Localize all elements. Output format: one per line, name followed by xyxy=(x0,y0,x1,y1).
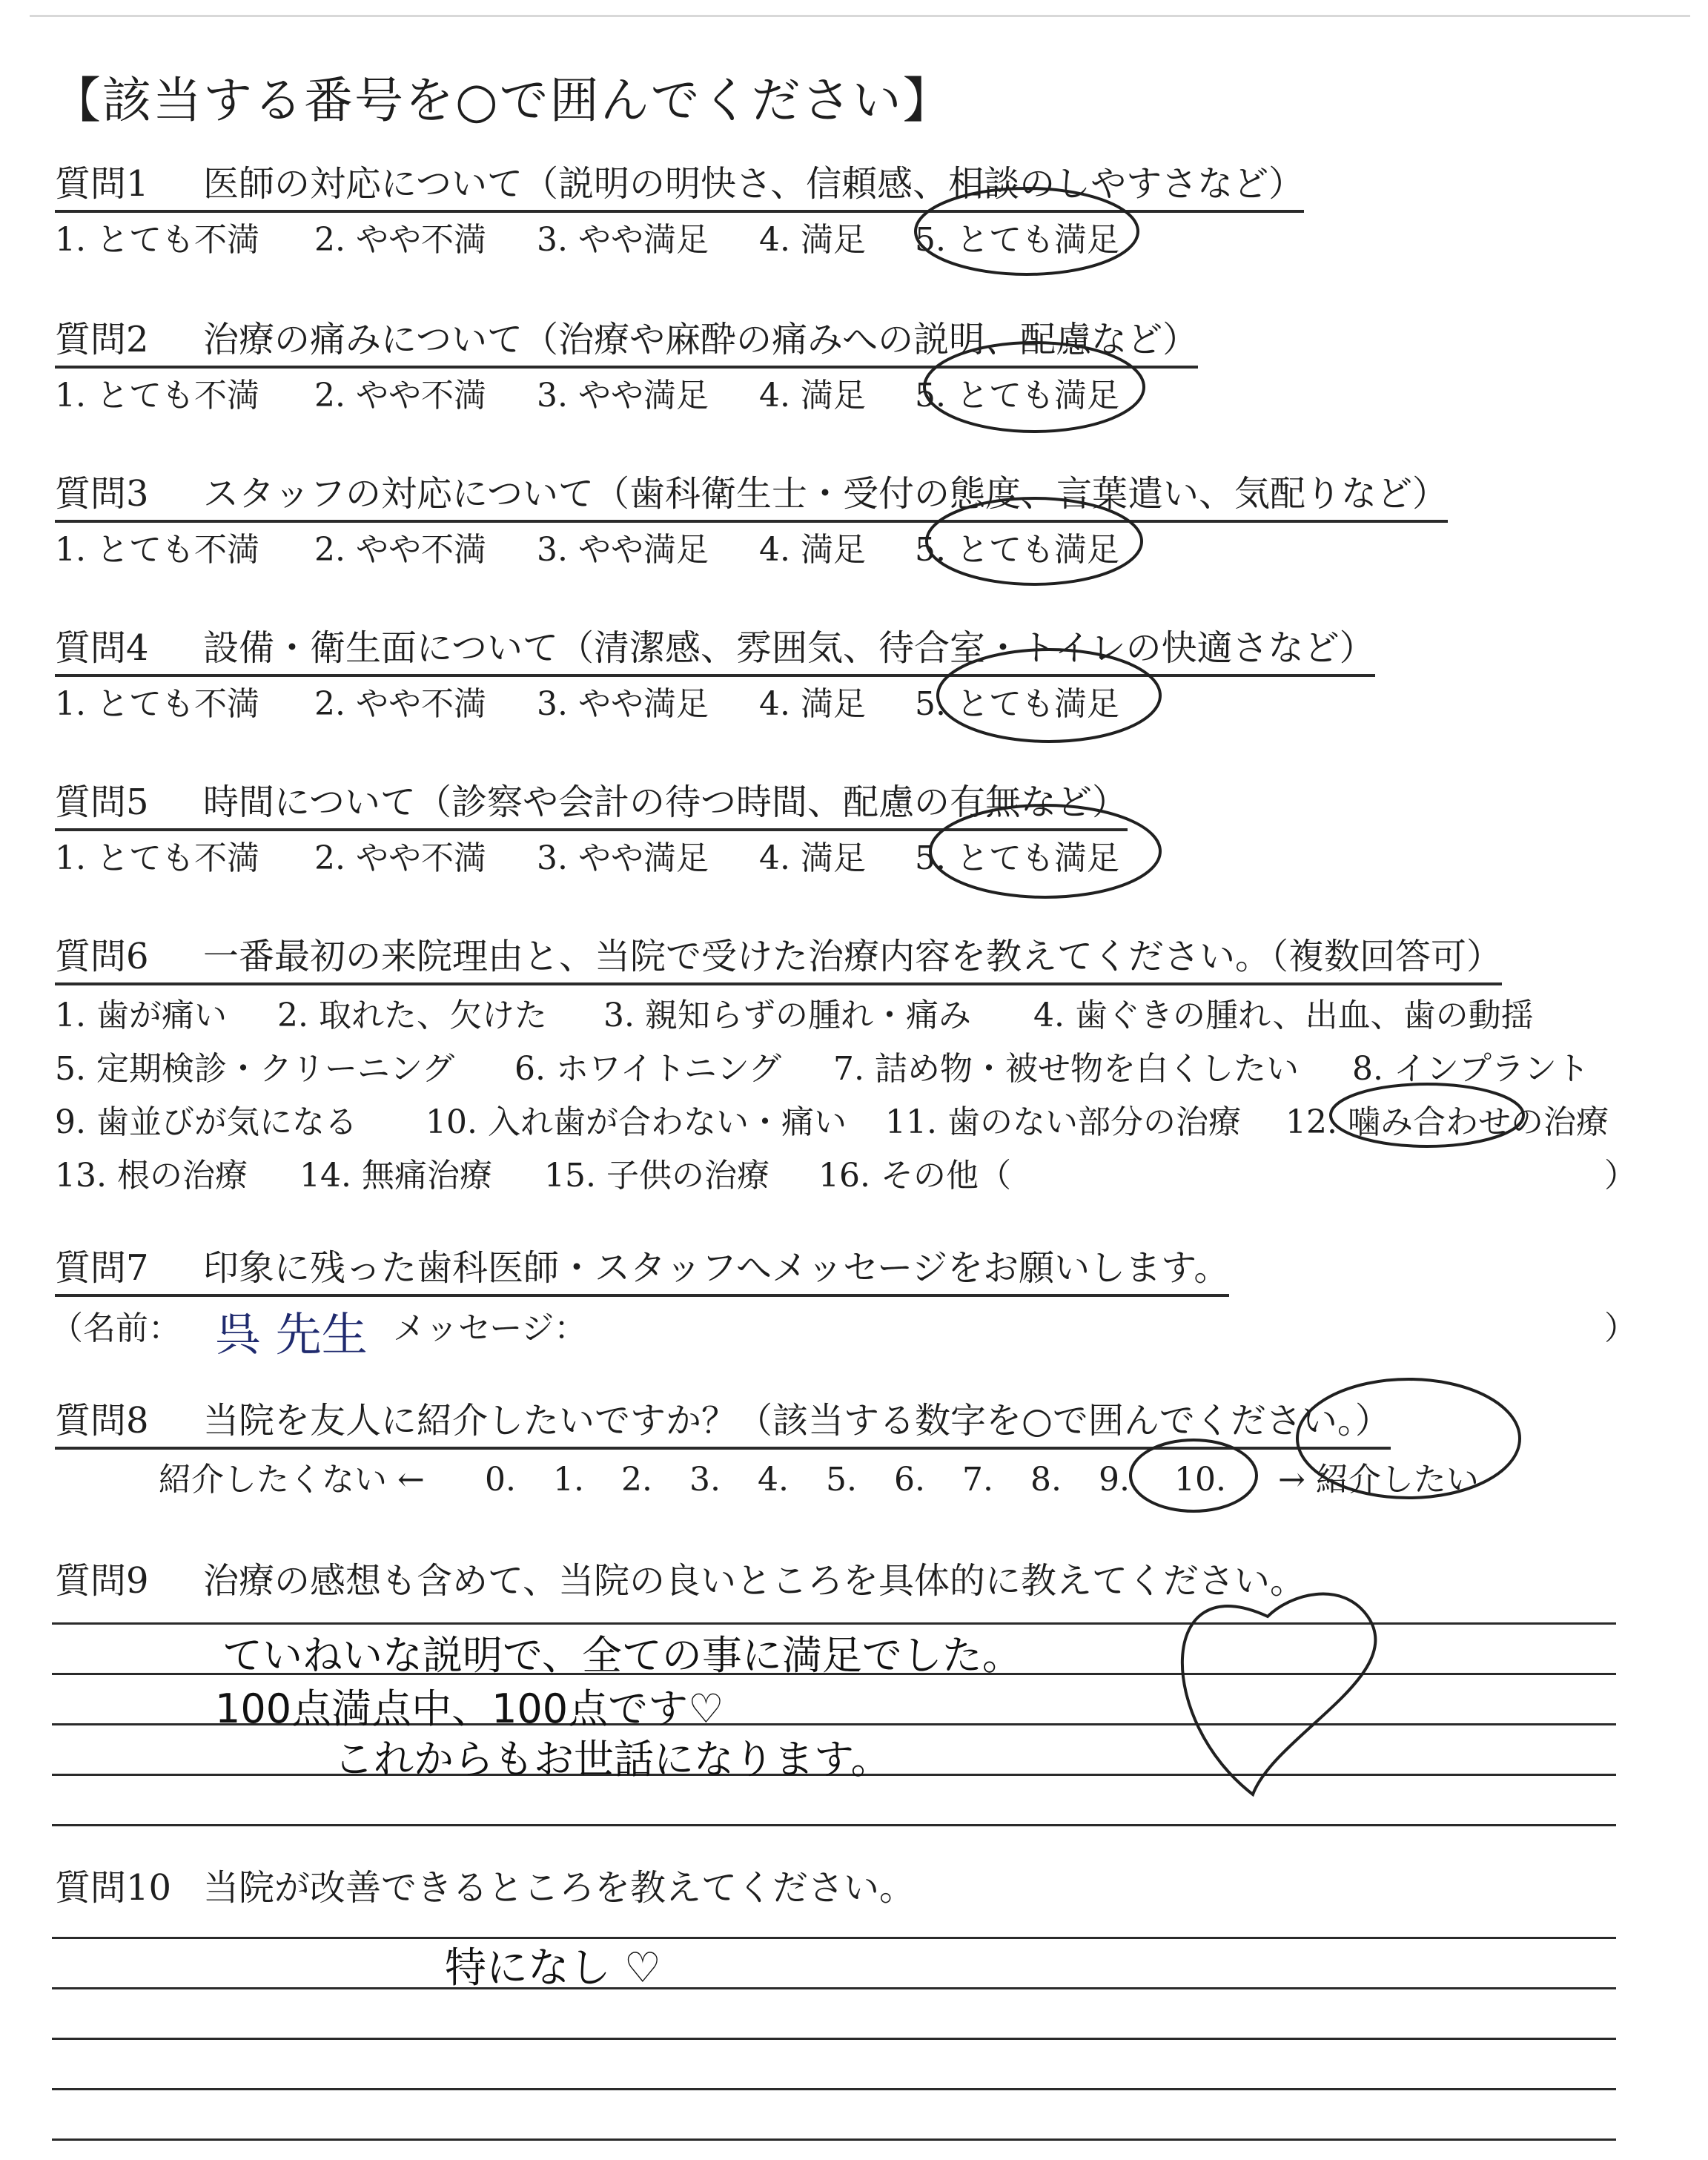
option-3[interactable]: 3. やや満足 xyxy=(537,221,709,259)
name-label: （名前： xyxy=(50,1309,181,1347)
reason-option[interactable]: 10. 入れ歯が合わない・痛い xyxy=(426,1103,847,1141)
question-number: 質問8 xyxy=(55,1400,149,1441)
option-2[interactable]: 2. やや不満 xyxy=(314,221,486,259)
option-3[interactable]: 3. やや満足 xyxy=(537,377,709,415)
option-4[interactable]: 4. 満足 xyxy=(759,839,866,877)
question-number: 質問3 xyxy=(55,473,149,515)
top-border xyxy=(30,15,1690,17)
reason-option[interactable]: 11. 歯のない部分の治療 xyxy=(885,1103,1241,1141)
question-number: 質問9 xyxy=(55,1560,149,1602)
answer-line xyxy=(52,1824,1616,1826)
scale-right-label: → 紹介したい xyxy=(1278,1461,1479,1499)
option-5[interactable]: 5. とても満足 xyxy=(915,377,1119,415)
page-title: 【該当する番号を○で囲んでください】 xyxy=(52,72,953,129)
close-paren: ） xyxy=(1604,1157,1637,1195)
question-number: 質問5 xyxy=(55,782,149,823)
question-text: 当院が改善できるところを教えてください。 xyxy=(203,1867,916,1909)
reason-option[interactable]: 14. 無痛治療 xyxy=(299,1157,492,1195)
question-text: 印象に残った歯科医師・スタッフへメッセージをお願いします。 xyxy=(203,1247,1230,1289)
reason-option[interactable]: 4. 歯ぐきの腫れ、出血、歯の動揺 xyxy=(1033,997,1534,1034)
question-number: 質問6 xyxy=(55,936,149,977)
scale-3[interactable]: 3. xyxy=(689,1461,721,1499)
question-text: 設備・衛生面について（清潔感、雰囲気、待合室・トイレの快適さなど） xyxy=(203,627,1375,669)
question-text: 医師の対応について（説明の明快さ、信頼感、相談のしやすさなど） xyxy=(203,163,1305,205)
answer-line xyxy=(52,2138,1616,2141)
reason-option[interactable]: 7. 詰め物・被せ物を白くしたい xyxy=(833,1050,1299,1088)
question-text: 一番最初の来院理由と、当院で受けた治療内容を教えてください。（複数回答可） xyxy=(203,936,1503,977)
reason-option[interactable]: 5. 定期検診・クリーニング xyxy=(55,1050,455,1088)
option-5[interactable]: 5. とても満足 xyxy=(915,839,1119,877)
option-4[interactable]: 4. 満足 xyxy=(759,685,866,723)
reason-option[interactable]: 13. 根の治療 xyxy=(55,1157,248,1195)
option-1[interactable]: 1. とても不満 xyxy=(55,531,259,569)
question-text: 当院を友人に紹介したいですか？（該当する数字を○で囲んでください。） xyxy=(203,1400,1391,1441)
reason-option[interactable]: 6. ホワイトニング xyxy=(514,1050,782,1088)
question-text: スタッフの対応について（歯科衛生士・受付の態度、言葉遣い、気配りなど） xyxy=(203,473,1449,515)
scale-8[interactable]: 8. xyxy=(1030,1461,1062,1499)
staff-name-handwritten[interactable]: 呉 先生 xyxy=(215,1307,368,1361)
question-5 xyxy=(55,783,1128,831)
option-2[interactable]: 2. やや不満 xyxy=(314,377,486,415)
reason-option[interactable]: 3. 親知らずの腫れ・痛み xyxy=(603,997,971,1034)
option-3[interactable]: 3. やや満足 xyxy=(537,685,709,723)
scale-9[interactable]: 9. xyxy=(1099,1461,1130,1499)
scale-4[interactable]: 4. xyxy=(758,1461,789,1499)
question-6 xyxy=(55,937,1502,985)
option-1[interactable]: 1. とても不満 xyxy=(55,685,259,723)
reason-option[interactable]: 16. その他（ xyxy=(818,1157,1011,1195)
option-5[interactable]: 5. とても満足 xyxy=(915,221,1119,259)
question-4 xyxy=(55,629,1375,677)
answer-line xyxy=(52,1987,1616,1989)
option-3[interactable]: 3. やや満足 xyxy=(537,839,709,877)
option-1[interactable]: 1. とても不満 xyxy=(55,221,259,259)
option-3[interactable]: 3. やや満足 xyxy=(537,531,709,569)
scale-left-label: 紹介したくない ← xyxy=(159,1461,425,1499)
option-4[interactable]: 4. 満足 xyxy=(759,377,866,415)
question-1 xyxy=(55,165,1304,213)
option-1[interactable]: 1. とても不満 xyxy=(55,839,259,877)
question-number: 質問10 xyxy=(55,1867,172,1909)
option-2[interactable]: 2. やや不満 xyxy=(314,839,486,877)
close-paren: ） xyxy=(1604,1309,1637,1347)
reason-option[interactable]: 12. 噛み合わせの治療 xyxy=(1285,1103,1609,1141)
question-number: 質問7 xyxy=(55,1247,149,1289)
handwritten-answer-line-3[interactable]: これからもお世話になります。 xyxy=(334,1736,891,1783)
scale-5[interactable]: 5. xyxy=(826,1461,857,1499)
reason-option[interactable]: 15. 子供の治療 xyxy=(544,1157,769,1195)
question-number: 質問2 xyxy=(55,319,149,360)
handwritten-improvement[interactable]: 特になし ♡ xyxy=(445,1944,662,1992)
question-7 xyxy=(55,1249,1229,1297)
scale-6[interactable]: 6. xyxy=(894,1461,925,1499)
reason-option[interactable]: 9. 歯並びが気になる xyxy=(55,1103,357,1141)
option-2[interactable]: 2. やや不満 xyxy=(314,531,486,569)
option-5[interactable]: 5. とても満足 xyxy=(915,531,1119,569)
question-2 xyxy=(55,320,1198,369)
handwritten-answer-line-2[interactable]: 100点満点中、100点です♡ xyxy=(215,1685,724,1732)
option-2[interactable]: 2. やや不満 xyxy=(314,685,486,723)
option-4[interactable]: 4. 満足 xyxy=(759,221,866,259)
question-number: 質問4 xyxy=(55,627,149,669)
question-8 xyxy=(55,1401,1391,1450)
scale-1[interactable]: 1. xyxy=(553,1461,584,1499)
message-label: メッセージ： xyxy=(393,1309,587,1347)
question-text: 治療の感想も含めて、当院の良いところを具体的に教えてください。 xyxy=(203,1560,1306,1602)
scale-0[interactable]: 0. xyxy=(485,1461,516,1499)
reason-option[interactable]: 8. インプラント xyxy=(1352,1050,1589,1088)
answer-line xyxy=(52,2088,1616,2090)
option-5[interactable]: 5. とても満足 xyxy=(915,685,1119,723)
scale-10[interactable]: 10. xyxy=(1174,1461,1226,1499)
question-number: 質問1 xyxy=(55,163,149,205)
reason-option[interactable]: 2. 取れた、欠けた xyxy=(277,997,547,1034)
answer-line xyxy=(52,2038,1616,2040)
answer-line xyxy=(52,1937,1616,1939)
handwritten-answer-line-1[interactable]: ていねいな説明で、全ての事に満足でした。 xyxy=(222,1632,1022,1679)
question-10 xyxy=(55,1869,915,1908)
reason-option[interactable]: 1. 歯が痛い xyxy=(55,997,227,1034)
question-text: 時間について（診察や会計の待つ時間、配慮の有無など） xyxy=(203,782,1128,823)
option-1[interactable]: 1. とても不満 xyxy=(55,377,259,415)
question-text: 治療の痛みについて（治療や麻酔の痛みへの説明、配慮など） xyxy=(203,319,1199,360)
question-9 xyxy=(55,1562,1305,1601)
option-4[interactable]: 4. 満足 xyxy=(759,531,866,569)
question-3 xyxy=(55,475,1448,523)
scale-7[interactable]: 7. xyxy=(962,1461,993,1499)
scale-2[interactable]: 2. xyxy=(621,1461,652,1499)
